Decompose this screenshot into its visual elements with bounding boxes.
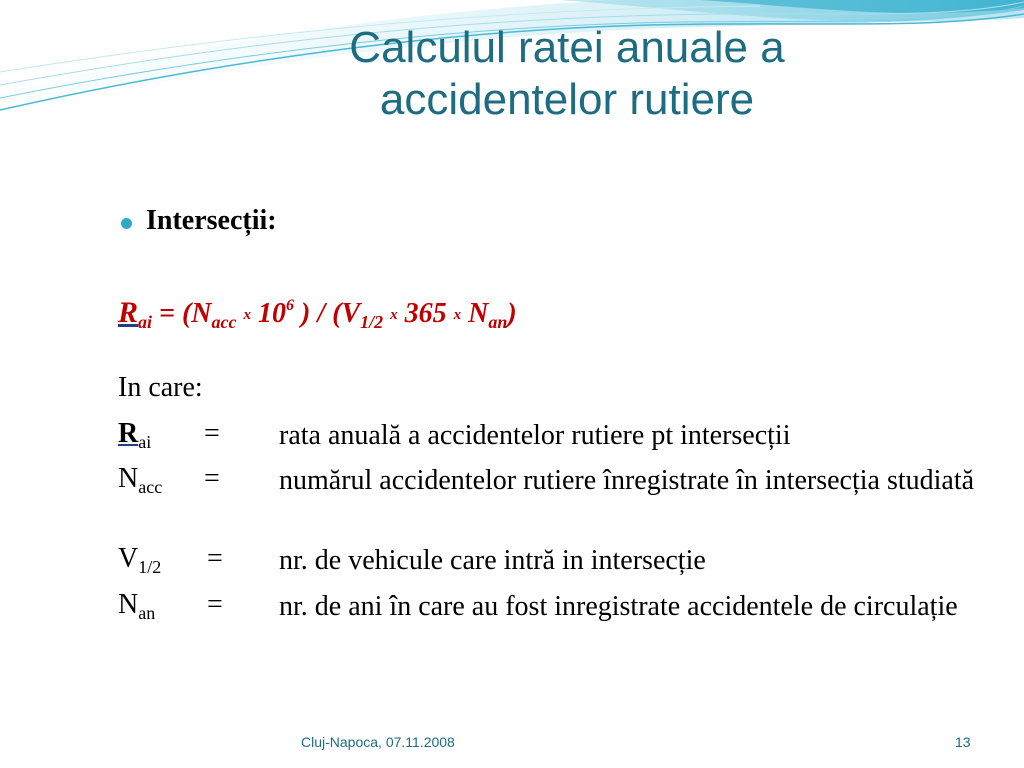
formula bbox=[118, 296, 517, 330]
definition-text: nr. de vehicule care intră in intersecție bbox=[279, 545, 706, 576]
definition-text: numărul accidentelor rutiere înregistrate în intersecția studiată bbox=[279, 465, 975, 496]
equals-sign: = bbox=[207, 543, 223, 574]
formula-part2: ) / (V bbox=[294, 298, 361, 329]
slide-title bbox=[150, 22, 984, 126]
symbol-subscript: ai bbox=[138, 432, 152, 452]
definition-symbol bbox=[118, 463, 162, 495]
title-line-1: Calculul ratei anuale a bbox=[349, 23, 785, 72]
definition-symbol bbox=[118, 418, 151, 450]
formula-times-3: x bbox=[453, 307, 462, 323]
formula-times-2: x bbox=[390, 307, 398, 323]
title-line-2: accidentelor rutiere bbox=[379, 75, 755, 124]
formula-exp: 6 bbox=[286, 297, 295, 314]
equals-sign: = bbox=[204, 418, 220, 449]
in-care-label: In care: bbox=[118, 372, 203, 403]
formula-times-1: x bbox=[243, 307, 252, 323]
symbol-letter: R bbox=[118, 418, 139, 449]
formula-an-sub: an bbox=[488, 312, 508, 332]
symbol-letter: N bbox=[118, 463, 139, 494]
footer-date-location: Cluj-Napoca, 07.11.2008 bbox=[301, 734, 455, 750]
formula-ten: 10 bbox=[251, 298, 287, 329]
formula-365: 365 bbox=[397, 298, 454, 329]
page-number: 13 bbox=[955, 734, 971, 750]
bullet-dot-icon bbox=[121, 218, 132, 229]
formula-part3: N bbox=[461, 298, 489, 329]
formula-close: ) bbox=[507, 298, 517, 329]
bullet-intersectii: Intersecții: bbox=[146, 205, 277, 236]
definition-symbol bbox=[118, 543, 161, 575]
formula-r-sub: ai bbox=[138, 312, 153, 332]
symbol-subscript: 1/2 bbox=[138, 557, 162, 577]
formula-r: R bbox=[118, 296, 139, 329]
definition-text: rata anuală a accidentelor rutiere pt intersecții bbox=[279, 420, 791, 451]
formula-acc-sub: acc bbox=[211, 312, 237, 332]
symbol-subscript: acc bbox=[138, 477, 163, 497]
formula-half-sub: 1/2 bbox=[360, 312, 384, 332]
definition-text: nr. de ani în care au fost inregistrate accidentele de circulație bbox=[279, 591, 958, 622]
equals-sign: = bbox=[204, 463, 220, 494]
symbol-letter: V bbox=[118, 543, 139, 574]
symbol-subscript: an bbox=[138, 603, 156, 623]
equals-sign: = bbox=[207, 589, 223, 620]
formula-part1: = (N bbox=[152, 298, 212, 329]
symbol-letter: N bbox=[118, 589, 139, 620]
definition-symbol bbox=[118, 589, 155, 621]
